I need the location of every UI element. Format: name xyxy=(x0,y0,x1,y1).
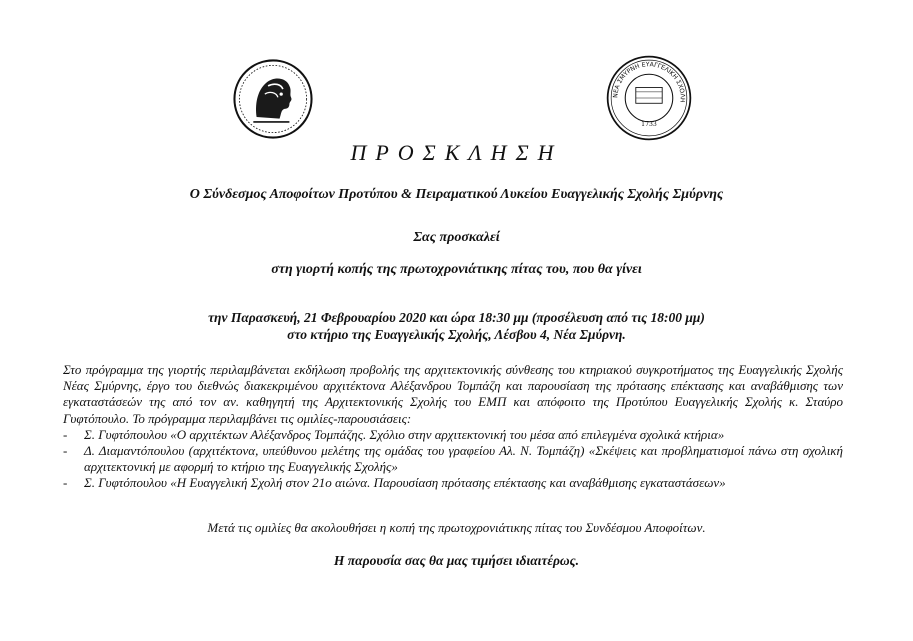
invitation-title: ΠΡΟΣΚΛΗΣΗ xyxy=(350,140,563,165)
organization-name: Ο Σύνδεσμος Αποφοίτων Προτύπου & Πειραματικού Λυκείου Ευαγγελικής Σχολής Σμύρνης xyxy=(189,187,724,202)
event-date-time: την Παρασκευή, 21 Φεβρουαρίου 2020 και ώρα 18:30 μμ (προσέλευση από τις 18:00 μμ) xyxy=(208,310,705,325)
program-description: Στο πρόγραμμα της γιορτής περιλαμβάνεται εκδήλωση προβολής της αρχιτεκτονικής σύνθεσης του κτηριακού συγκροτήματος της Ευαγγελικής Σχολής Νέας Σμύρνης, έργο του διεθνώς διακεκριμένου αρχιτέκτονα Αλέξανδρου Τομπάζη και παρουσίαση της πρότασης επέκτασης και αναβάθμισης των εγκαταστάσεών της από τον αν. καθηγητή της Αρχιτεκτονικής Σχολής του ΕΜΠ και απόφοιτο της Προτύπου Ευαγγελικής Σχολής κ. Σταύρο Γυφτόπουλο. Το πρόγραμμα περιλαμβάνει τις ομιλίες-παρουσιάσεις: xyxy=(63,362,843,426)
talk-item xyxy=(63,427,843,443)
seal-ring-text: ΝΕΑ ΣΜΥΡΝΗ ΕΥΑΓΓΕΛΙΚΗ ΣΧΟΛΗ xyxy=(612,61,686,103)
seal-year: 1733 xyxy=(641,121,657,129)
event-when-where xyxy=(0,309,913,343)
coin-head-logo xyxy=(232,58,314,140)
talk-text: Σ. Γυφτόπουλου «Η Ευαγγελική Σχολή στον 21ο αιώνα. Παρουσίαση πρότασης επέκτασης και αναβάθμισης εγκαταστάσεων» xyxy=(84,475,726,491)
talk-item xyxy=(63,443,843,475)
invites-line: Σας προσκαλεί xyxy=(413,230,500,245)
program-section xyxy=(63,362,843,492)
school-seal-icon xyxy=(605,54,693,142)
list-dash: - xyxy=(63,443,68,459)
closing-line: Η παρουσία σας θα μας τιμήσει ιδιαιτέρως. xyxy=(333,553,580,568)
talks-list xyxy=(63,427,843,492)
talk-text: Δ. Διαμαντόπουλου (αρχιτέκτονα, υπεύθυνου μελέτης της ομάδας του γραφείου Αλ. Ν. Τομπάζη) «Σκέψεις και προβληματισμοί πάνω στη σχολική αρχιτεκτονική με αφορμή το κτήριο της Ευαγγελικής Σχολής» xyxy=(84,443,843,475)
talk-text: Σ. Γυφτόπουλου «Ο αρχιτέκτων Αλέξανδρος Τομπάζης. Σχόλιο στην αρχιτεκτονική του μέσα από επιλεγμένα σχολικά κτήρια» xyxy=(84,426,725,442)
coin-head-icon xyxy=(232,58,314,140)
school-seal-logo xyxy=(605,54,693,142)
talk-item xyxy=(63,475,843,491)
list-dash: - xyxy=(63,475,68,491)
event-line: στη γιορτή κοπής της πρωτοχρονιάτικης πίτας του, που θα γίνει xyxy=(271,262,642,277)
event-location: στο κτήριο της Ευαγγελικής Σχολής, Λέσβου 4, Νέα Σμύρνη. xyxy=(287,327,626,342)
after-talks-note: Μετά τις ομιλίες θα ακολουθήσει η κοπή της πρωτοχρονιάτικης πίτας του Συνδέσμου Αποφοίτων. xyxy=(207,520,706,535)
list-dash: - xyxy=(63,426,68,442)
